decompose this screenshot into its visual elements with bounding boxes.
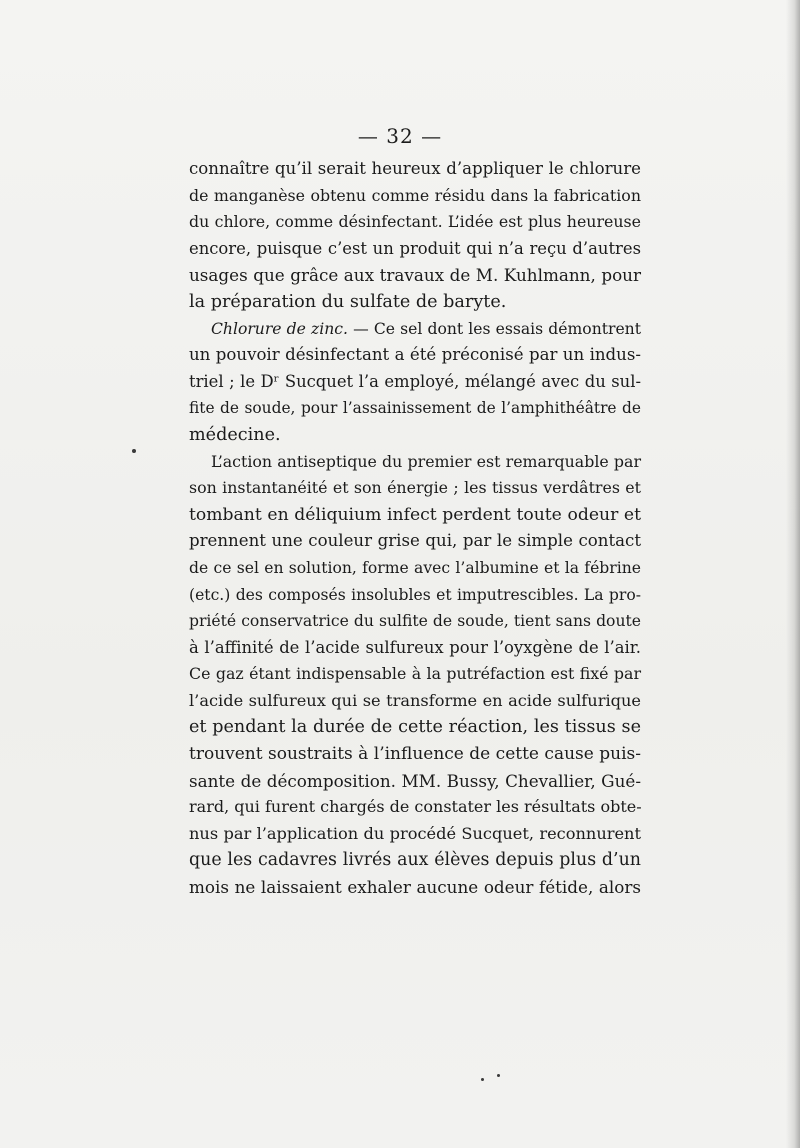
line-text: trouvent soustraits à l’influence de cette cause puis- [189, 744, 641, 765]
text-line [189, 475, 641, 502]
text-line [189, 156, 641, 183]
text-line [189, 874, 641, 901]
line-text: prennent une couleur grise qui, par le simple contact [189, 531, 641, 551]
text-line [189, 369, 641, 396]
line-text: L’action antiseptique du premier est remarquable par [211, 451, 641, 471]
line-text: nus par l’application du procédé Sucquet, reconnurent [189, 823, 641, 843]
page-number: — 32 — [357, 124, 443, 148]
line-text: de manganèse obtenu comme résidu dans la fabrication [189, 185, 641, 205]
section-heading: Chlorure de zinc. [211, 319, 348, 338]
text-line [189, 262, 641, 289]
line-text: que les cadavres livrés aux élèves depuis plus d’un [189, 850, 641, 871]
line-text: médecine. [189, 424, 281, 445]
line-text: rard, qui furent chargés de constater les résultats obte- [189, 797, 642, 817]
text-line [189, 608, 641, 635]
line-text: tombant en déliquium infect perdent toute odeur et [189, 504, 641, 525]
body-text [189, 156, 641, 901]
ink-speck [132, 449, 136, 453]
text-line [189, 236, 641, 263]
text-line [189, 183, 641, 210]
line-text: priété conservatrice du sulfite de soude, tient sans doute [189, 612, 641, 631]
text-line [189, 422, 641, 449]
text-line [189, 449, 641, 476]
line-text: fite de soude, pour l’assainissement de l’amphithéâtre de [189, 399, 641, 418]
line-text: connaître qu’il serait heureux d’appliquer le chlorure [189, 159, 641, 178]
text-line [189, 555, 641, 582]
line-text: (etc.) des composés insolubles et imputrescibles. La pro- [189, 585, 641, 604]
line-text: sante de décomposition. MM. Bussy, Chevallier, Gué- [189, 770, 641, 791]
text-line [189, 847, 641, 874]
text-line [189, 342, 641, 369]
text-line [189, 316, 641, 343]
line-text: la préparation du sulfate de baryte. [189, 291, 507, 312]
text-line [189, 794, 641, 821]
text-line [189, 714, 641, 741]
text-line [189, 635, 641, 662]
text-line [189, 768, 641, 795]
line-text: — Ce sel dont les essais démontrent [347, 319, 641, 338]
line-text: triel ; le Dʳ Sucquet l’a employé, mélangé avec du sul- [189, 371, 641, 391]
ink-speck [481, 1078, 484, 1081]
text-line [189, 661, 641, 688]
text-line [189, 688, 641, 715]
text-line [189, 502, 641, 529]
text-line [189, 528, 641, 555]
line-text: l’acide sulfureux qui se transforme en acide sulfurique [189, 690, 641, 710]
text-line [189, 209, 641, 236]
text-line [189, 289, 641, 316]
ink-speck [497, 1074, 500, 1077]
line-text: et pendant la durée de cette réaction, les tissus se [189, 717, 641, 738]
line-text: à l’affinité de l’acide sulfureux pour l’oyxgène de l’air. [189, 637, 641, 657]
line-text: son instantanéité et son énergie ; les tissus verdâtres et [189, 478, 641, 498]
text-line [189, 821, 641, 848]
text-line [189, 741, 641, 768]
line-text: usages que grâce aux travaux de M. Kuhlmann, pour [189, 265, 641, 286]
line-text: de ce sel en solution, forme avec l’albumine et la fébrine [189, 558, 641, 577]
line-text: un pouvoir désinfectant a été préconisé par un indus- [189, 345, 641, 365]
page-edge-shadow [786, 0, 800, 1148]
line-text: Ce gaz étant indispensable à la putréfaction est fixé par [189, 664, 641, 684]
text-line [189, 395, 641, 422]
line-text: mois ne laissaient exhaler aucune odeur fétide, alors [189, 877, 641, 898]
line-text: encore, puisque c’est un produit qui n’a reçu d’autres [189, 238, 641, 258]
text-line [189, 582, 641, 609]
line-text: du chlore, comme désinfectant. L’idée est plus heureuse [189, 212, 641, 232]
